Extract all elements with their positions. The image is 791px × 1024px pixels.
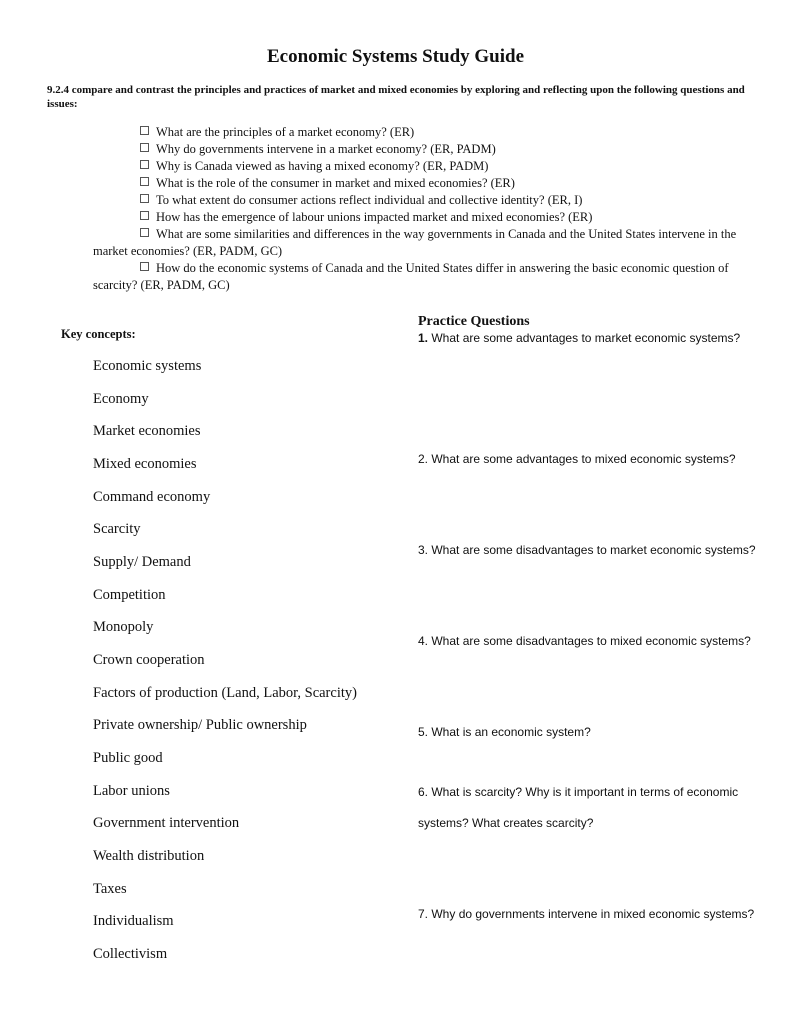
inquiry-question-list — [93, 124, 753, 294]
key-concept-item: Command economy — [93, 489, 211, 505]
learning-outcome: 9.2.4 compare and contrast the principles and practices of market and mixed economies by exploring and reflecting upon the following questions and issues: — [47, 84, 745, 110]
practice-question-text: What is an economic system? — [431, 725, 591, 739]
inquiry-question — [93, 226, 753, 260]
key-concept-item: Individualism — [93, 913, 174, 929]
practice-question — [418, 323, 758, 354]
practice-question — [418, 535, 758, 566]
practice-question — [418, 899, 758, 930]
inquiry-question — [93, 260, 753, 294]
checkbox-bullet-icon — [140, 177, 149, 186]
practice-question-number: 5. — [418, 725, 429, 739]
key-concept-item: Supply/ Demand — [93, 554, 191, 570]
practice-question-text: Why do governments intervene in mixed economic systems? — [431, 907, 755, 921]
practice-questions-heading: Practice Questions — [418, 314, 530, 329]
page-title: Economic Systems Study Guide — [266, 46, 525, 67]
key-concept-item: Monopoly — [93, 619, 154, 635]
practice-question-text: What are some advantages to market economic systems? — [431, 331, 741, 345]
practice-question-text: What are some disadvantages to mixed economic systems? — [431, 634, 751, 648]
inquiry-question-text: Why do governments intervene in a market economy? (ER, PADM) — [156, 142, 496, 156]
key-concept-item: Government intervention — [93, 815, 240, 831]
checkbox-bullet-icon — [140, 228, 149, 237]
key-concept-item: Market economies — [93, 423, 201, 439]
inquiry-question — [93, 124, 753, 141]
inquiry-question — [93, 209, 753, 226]
checkbox-bullet-icon — [140, 194, 149, 203]
practice-question — [418, 626, 758, 657]
inquiry-question — [93, 158, 753, 175]
practice-question-number: 2. — [418, 452, 429, 466]
practice-question-text: What is scarcity? Why is it important in terms of economic systems? What creates scarcity? — [418, 785, 739, 830]
key-concept-item: Wealth distribution — [93, 848, 205, 864]
key-concept-item: Crown cooperation — [93, 652, 205, 668]
inquiry-question-text: Why is Canada viewed as having a mixed economy? (ER, PADM) — [156, 159, 489, 173]
practice-question-number: 4. — [418, 634, 429, 648]
practice-question-text: What are some disadvantages to market economic systems? — [431, 543, 756, 557]
key-concept-item: Labor unions — [93, 783, 170, 799]
inquiry-question — [93, 192, 753, 209]
practice-question — [418, 777, 758, 838]
key-concept-item: Mixed economies — [93, 456, 197, 472]
practice-question-number: 1. — [418, 331, 429, 345]
key-concept-item: Collectivism — [93, 946, 168, 962]
checkbox-bullet-icon — [140, 262, 149, 271]
practice-question-number: 6. — [418, 785, 429, 799]
key-concept-item: Private ownership/ Public ownership — [93, 717, 307, 733]
inquiry-question-text: What is the role of the consumer in market and mixed economies? (ER) — [156, 176, 515, 190]
practice-question-number: 7. — [418, 907, 429, 921]
practice-question-number: 3. — [418, 543, 429, 557]
inquiry-question — [93, 141, 753, 158]
checkbox-bullet-icon — [140, 211, 149, 220]
key-concept-item: Scarcity — [93, 521, 141, 537]
inquiry-question-text: How do the economic systems of Canada and the United States differ in answering the basic economic question of scarcity? (ER, PADM, GC) — [93, 261, 729, 292]
key-concept-item: Public good — [93, 750, 163, 766]
inquiry-question-text: How has the emergence of labour unions impacted market and mixed economies? (ER) — [156, 210, 593, 224]
practice-question — [418, 444, 758, 475]
inquiry-question-text: To what extent do consumer actions reflect individual and collective identity? (ER, I) — [156, 193, 583, 207]
inquiry-question-text: What are some similarities and differences in the way governments in Canada and the United States intervene in the market economies? (ER, PADM, GC) — [93, 227, 737, 258]
key-concepts-heading: Key concepts: — [61, 327, 136, 341]
inquiry-question — [93, 175, 753, 192]
key-concept-item: Factors of production (Land, Labor, Scarcity) — [93, 685, 357, 701]
key-concept-item: Taxes — [93, 881, 127, 897]
key-concept-item: Economy — [93, 391, 149, 407]
practice-question — [418, 717, 758, 748]
checkbox-bullet-icon — [140, 160, 149, 169]
inquiry-question-text: What are the principles of a market economy? (ER) — [156, 125, 415, 139]
practice-question-text: What are some advantages to mixed economic systems? — [431, 452, 736, 466]
checkbox-bullet-icon — [140, 143, 149, 152]
checkbox-bullet-icon — [140, 126, 149, 135]
key-concept-item: Economic systems — [93, 358, 202, 374]
key-concept-item: Competition — [93, 587, 166, 603]
